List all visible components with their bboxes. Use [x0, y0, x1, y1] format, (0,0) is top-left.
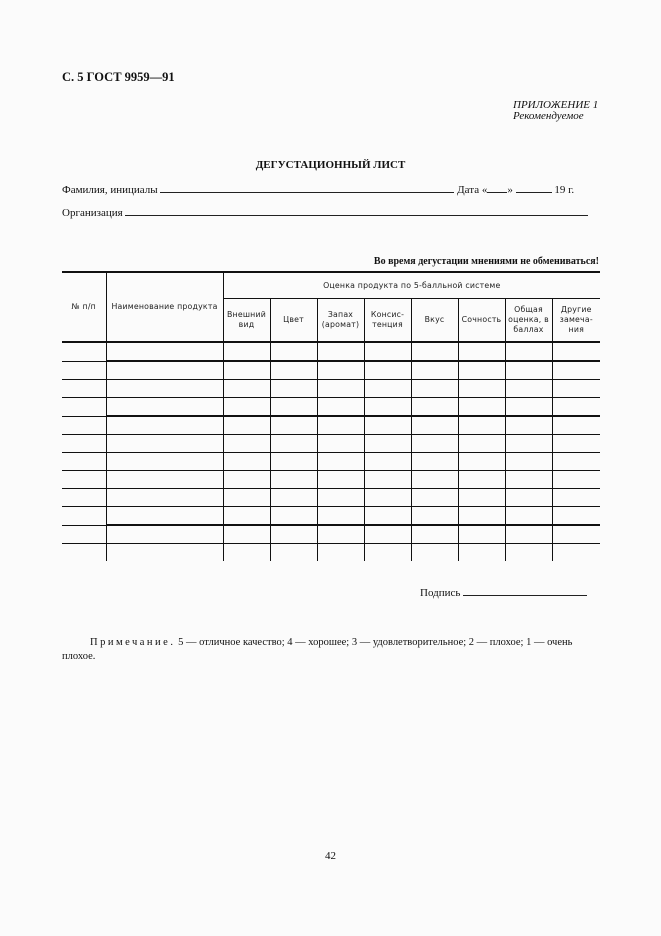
- table-cell[interactable]: [552, 342, 600, 361]
- table-cell[interactable]: [505, 544, 552, 562]
- signature-label: Подпись: [420, 587, 461, 599]
- col-header-rating-group: Оценка продукта по 5-балльной системе: [223, 272, 600, 299]
- day-field[interactable]: [487, 183, 507, 193]
- table-cell[interactable]: [505, 342, 552, 361]
- note-lead: Примечание.: [90, 637, 176, 648]
- table-cell[interactable]: [106, 435, 223, 453]
- table-cell[interactable]: [106, 453, 223, 471]
- table-cell[interactable]: [411, 361, 458, 380]
- table-row: [62, 398, 600, 417]
- col-header-color: Цвет: [270, 299, 317, 343]
- table-cell[interactable]: [364, 544, 411, 562]
- table-cell[interactable]: [106, 398, 223, 417]
- table-cell[interactable]: [364, 507, 411, 526]
- table-cell[interactable]: [106, 342, 223, 361]
- table-cell[interactable]: [62, 544, 106, 562]
- table-cell[interactable]: [458, 342, 505, 361]
- table-cell[interactable]: [364, 471, 411, 489]
- signature-field[interactable]: [463, 586, 587, 596]
- table-row: [62, 380, 600, 398]
- month-field[interactable]: [516, 183, 552, 193]
- table-cell[interactable]: [62, 398, 106, 417]
- table-cell[interactable]: [458, 361, 505, 380]
- name-field[interactable]: [160, 183, 454, 193]
- year-label: 19: [554, 184, 566, 196]
- table-cell[interactable]: [411, 416, 458, 435]
- table-cell[interactable]: [106, 489, 223, 507]
- table-cell[interactable]: [505, 416, 552, 435]
- table-row: [62, 525, 600, 544]
- table-cell[interactable]: [270, 416, 317, 435]
- table-cell[interactable]: [62, 342, 106, 361]
- table-cell[interactable]: [552, 398, 600, 417]
- table-cell[interactable]: [106, 507, 223, 526]
- table-cell[interactable]: [458, 507, 505, 526]
- table-cell[interactable]: [223, 361, 270, 380]
- table-cell[interactable]: [411, 471, 458, 489]
- table-cell[interactable]: [223, 342, 270, 361]
- table-cell[interactable]: [223, 453, 270, 471]
- appendix-title: ПРИЛОЖЕНИЕ 1: [513, 99, 599, 111]
- page-number: 42: [325, 850, 336, 862]
- table-cell[interactable]: [458, 471, 505, 489]
- table-cell[interactable]: [223, 525, 270, 544]
- table-cell[interactable]: [62, 471, 106, 489]
- table-cell[interactable]: [458, 525, 505, 544]
- table-cell[interactable]: [62, 525, 106, 544]
- table-cell[interactable]: [106, 471, 223, 489]
- table-cell[interactable]: [106, 525, 223, 544]
- table-cell[interactable]: [270, 342, 317, 361]
- table-cell[interactable]: [270, 361, 317, 380]
- table-row: [62, 342, 600, 361]
- table-row: [62, 507, 600, 526]
- table-cell[interactable]: [223, 435, 270, 453]
- table-cell[interactable]: [62, 489, 106, 507]
- appendix-label: [513, 100, 598, 122]
- table-cell[interactable]: [223, 489, 270, 507]
- table-cell[interactable]: [106, 361, 223, 380]
- organization-field[interactable]: [125, 206, 588, 216]
- table-cell[interactable]: [411, 380, 458, 398]
- table-cell[interactable]: [411, 342, 458, 361]
- table-cell[interactable]: [552, 471, 600, 489]
- document-header: С. 5 ГОСТ 9959—91: [62, 70, 175, 84]
- table-cell[interactable]: [411, 544, 458, 562]
- col-header-appearance: Внешний вид: [223, 299, 270, 343]
- table-cell[interactable]: [106, 380, 223, 398]
- table-cell[interactable]: [505, 507, 552, 526]
- table-cell[interactable]: [270, 380, 317, 398]
- table-cell[interactable]: [317, 507, 364, 526]
- table-cell[interactable]: [552, 416, 600, 435]
- table-cell[interactable]: [62, 507, 106, 526]
- note: [62, 636, 600, 664]
- table-cell[interactable]: [270, 507, 317, 526]
- table-cell[interactable]: [223, 416, 270, 435]
- table-cell[interactable]: [411, 525, 458, 544]
- table-row: [62, 416, 600, 435]
- form-title: ДЕГУСТАЦИОННЫЙ ЛИСТ: [255, 159, 406, 171]
- table-cell[interactable]: [505, 398, 552, 417]
- table-cell[interactable]: [411, 453, 458, 471]
- table-cell[interactable]: [364, 380, 411, 398]
- col-header-consistency: Консис-тенция: [364, 299, 411, 343]
- table-cell[interactable]: [364, 342, 411, 361]
- table-cell[interactable]: [505, 453, 552, 471]
- table-cell[interactable]: [223, 544, 270, 562]
- table-cell[interactable]: [62, 435, 106, 453]
- table-cell[interactable]: [364, 361, 411, 380]
- table-cell[interactable]: [458, 416, 505, 435]
- notice-text: Во время дегустации мнениями не обмениваться!: [373, 256, 599, 267]
- table-cell[interactable]: [458, 489, 505, 507]
- table-cell[interactable]: [317, 342, 364, 361]
- table-cell[interactable]: [270, 525, 317, 544]
- table-cell[interactable]: [62, 416, 106, 435]
- table-cell[interactable]: [364, 453, 411, 471]
- table-row: [62, 471, 600, 489]
- table-cell[interactable]: [411, 398, 458, 417]
- table-cell[interactable]: [223, 380, 270, 398]
- table-cell[interactable]: [317, 435, 364, 453]
- table-cell[interactable]: [317, 471, 364, 489]
- tasting-table: [62, 271, 600, 561]
- table-cell[interactable]: [106, 416, 223, 435]
- table-cell[interactable]: [552, 544, 600, 562]
- table-cell[interactable]: [270, 453, 317, 471]
- table-cell[interactable]: [223, 398, 270, 417]
- table-cell[interactable]: [552, 525, 600, 544]
- table-cell[interactable]: [364, 489, 411, 507]
- table-row: [62, 435, 600, 453]
- table-cell[interactable]: [317, 416, 364, 435]
- table-cell[interactable]: [270, 544, 317, 562]
- table-cell[interactable]: [458, 435, 505, 453]
- table-cell[interactable]: [62, 361, 106, 380]
- note-text: 5 — отличное качество; 4 — хорошее; 3 — удовлетворительное; 2 — плохое; 1 — очень плохое.: [62, 637, 573, 662]
- table-cell[interactable]: [223, 471, 270, 489]
- table-cell[interactable]: [270, 471, 317, 489]
- col-header-total: Общая оценка, в баллах: [505, 299, 552, 343]
- table-cell[interactable]: [552, 507, 600, 526]
- table-row: [62, 489, 600, 507]
- col-header-remarks: Другие замеча-ния: [552, 299, 600, 343]
- table-row: [62, 453, 600, 471]
- organization-line: [62, 206, 588, 219]
- table-cell[interactable]: [364, 525, 411, 544]
- table-cell[interactable]: [317, 453, 364, 471]
- table-cell[interactable]: [364, 435, 411, 453]
- table-row: [62, 544, 600, 562]
- table-cell[interactable]: [106, 544, 223, 562]
- table-cell[interactable]: [270, 398, 317, 417]
- col-header-taste: Вкус: [411, 299, 458, 343]
- appendix-status: Рекомендуемое: [513, 110, 584, 122]
- table-cell[interactable]: [270, 435, 317, 453]
- table-cell[interactable]: [552, 435, 600, 453]
- table-cell[interactable]: [270, 489, 317, 507]
- table-cell[interactable]: [62, 380, 106, 398]
- table-cell[interactable]: [505, 435, 552, 453]
- table-cell[interactable]: [505, 489, 552, 507]
- table-cell[interactable]: [552, 380, 600, 398]
- table-cell[interactable]: [458, 544, 505, 562]
- table-cell[interactable]: [458, 453, 505, 471]
- table-cell[interactable]: [317, 361, 364, 380]
- table-cell[interactable]: [458, 398, 505, 417]
- table-cell[interactable]: [364, 416, 411, 435]
- table-cell[interactable]: [505, 525, 552, 544]
- table-row: [62, 361, 600, 380]
- col-header-aroma: Запах (аромат): [317, 299, 364, 343]
- table-cell[interactable]: [223, 507, 270, 526]
- date-mid: »: [507, 184, 513, 196]
- table-cell[interactable]: [317, 525, 364, 544]
- table-cell[interactable]: [458, 380, 505, 398]
- name-date-line: [62, 183, 574, 196]
- col-header-product: Наименование продукта: [106, 272, 223, 342]
- year-suffix: г.: [568, 184, 575, 196]
- table-cell[interactable]: [552, 489, 600, 507]
- table-cell[interactable]: [317, 380, 364, 398]
- table-cell[interactable]: [364, 398, 411, 417]
- table-cell[interactable]: [411, 489, 458, 507]
- signature-line: [420, 586, 587, 599]
- col-header-number: № п/п: [62, 272, 106, 342]
- table-cell[interactable]: [552, 361, 600, 380]
- table-cell[interactable]: [505, 380, 552, 398]
- table-cell[interactable]: [552, 453, 600, 471]
- table-cell[interactable]: [411, 435, 458, 453]
- table-cell[interactable]: [317, 544, 364, 562]
- table-cell[interactable]: [505, 471, 552, 489]
- table-cell[interactable]: [62, 453, 106, 471]
- table-cell[interactable]: [317, 489, 364, 507]
- table-body: [62, 342, 600, 561]
- table-cell[interactable]: [505, 361, 552, 380]
- table-cell[interactable]: [317, 398, 364, 417]
- table-cell[interactable]: [411, 507, 458, 526]
- col-header-juiciness: Сочность: [458, 299, 505, 343]
- name-label: Фамилия, инициалы: [62, 184, 158, 196]
- date-label: Дата «: [457, 184, 488, 196]
- organization-label: Организация: [62, 207, 123, 219]
